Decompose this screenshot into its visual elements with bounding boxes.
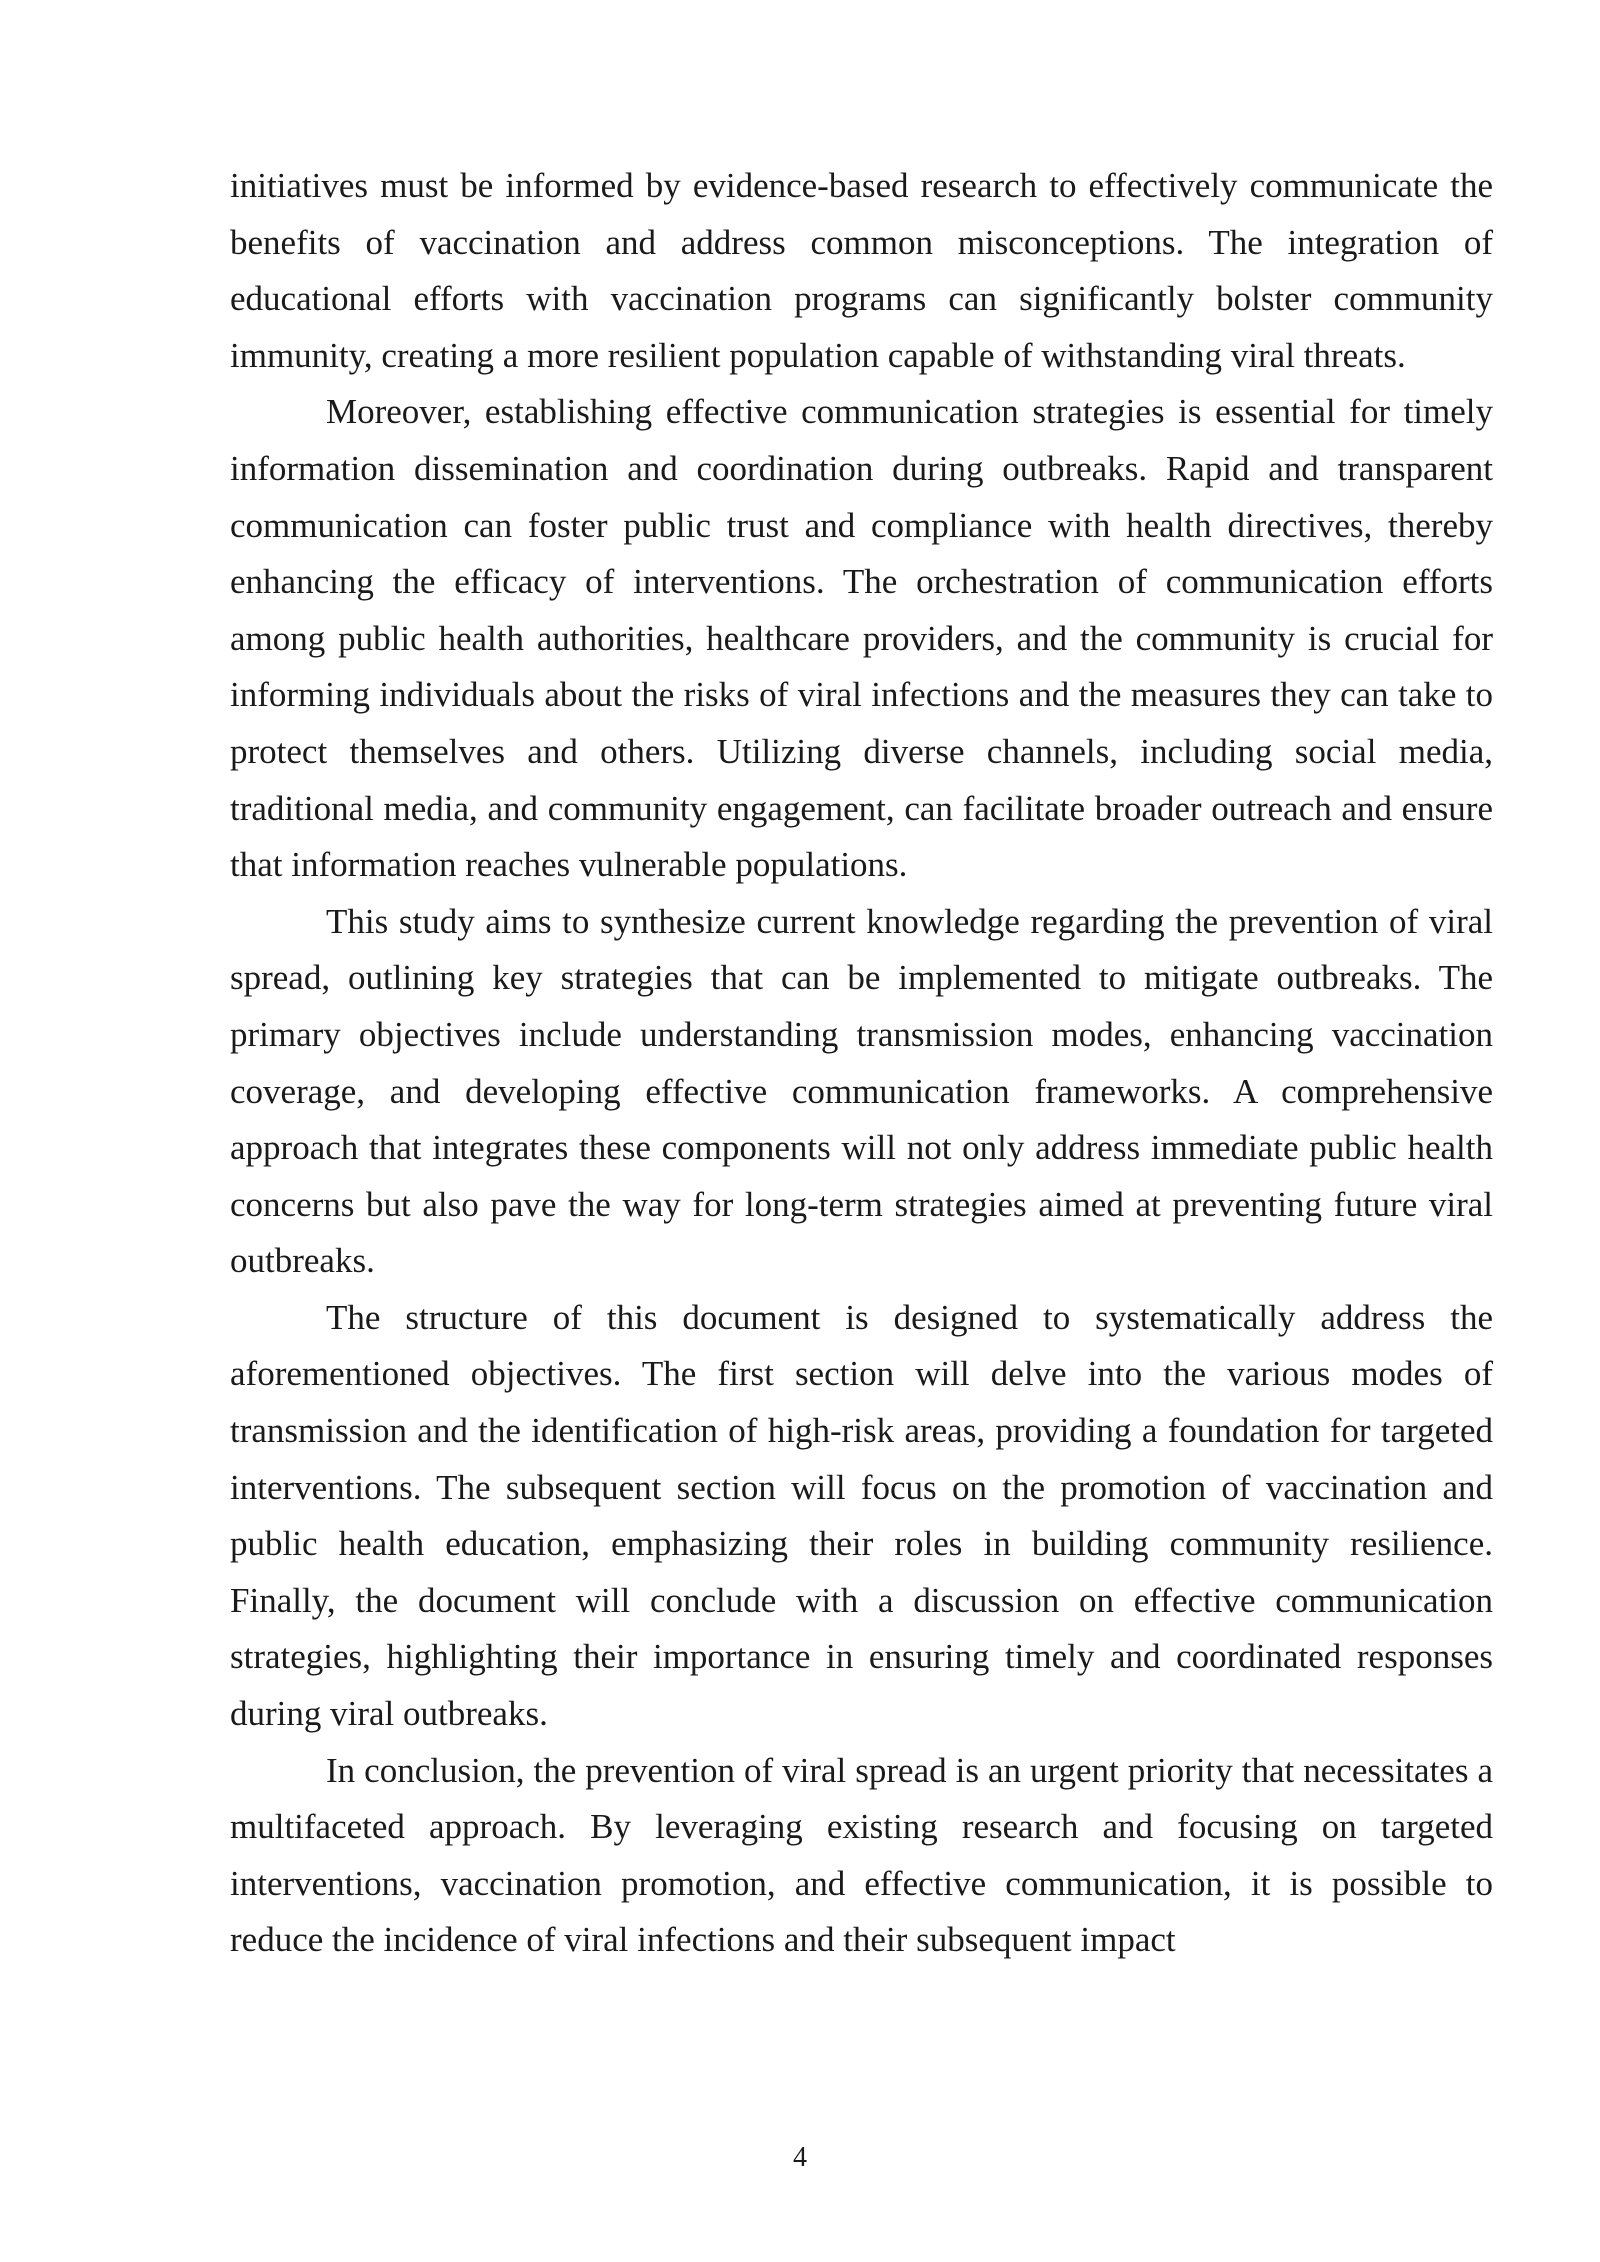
paragraph-4: The structure of this document is designed to systematically address the aforementioned objectives. The first section will delve into the various modes of transmission and the identification of high-risk areas, providing a foundation for targeted interventions. The subsequent section will focus on the promotion of vaccination and public health education, emphasizing their roles in building community resilience. Finally, the document will conclude with a discussion on effective communication strategies, highlighting their importance in ensuring timely and coordinated responses during viral outbreaks. bbox=[230, 1297, 1493, 1734]
paragraph-2: Moreover, establishing effective communication strategies is essential for timely information dissemination and coordination during outbreaks. Rapid and transparent communication can foster public trust and compliance with health directives, thereby enhancing the efficacy of interventions. The orchestration of communication efforts among public health authorities, healthcare providers, and the community is crucial for informing individuals about the risks of viral infections and the measures they can take to protect themselves and others. Utilizing diverse channels, including social media, traditional media, and community engagement, can facilitate broader outreach and ensure that information reaches vulnerable populations. bbox=[230, 392, 1493, 885]
paragraph-3: This study aims to synthesize current knowledge regarding the prevention of viral spread, outlining key strategies that can be implemented to mitigate outbreaks. The primary objectives include understanding transmission modes, enhancing vaccination coverage, and developing effective communication frameworks. A comprehensive approach that integrates these components will not only address immediate public health concerns but also pave the way for long-term strategies aimed at preventing future viral outbreaks. bbox=[230, 901, 1493, 1281]
page-body bbox=[230, 158, 1493, 1969]
paragraph-1: initiatives must be informed by evidence-based research to effectively communicate the benefits of vaccination and address common misconceptions. The integration of educational efforts with vaccination programs can significantly bolster community immunity, creating a more resilient population capable of withstanding viral threats. bbox=[230, 166, 1493, 375]
paragraph-5: In conclusion, the prevention of viral spread is an urgent priority that necessitates a multifaceted approach. By leveraging existing research and focusing on targeted interventions, vaccination promotion, and effective communication, it is possible to reduce the incidence of viral infections and their subsequent impact bbox=[230, 1750, 1493, 1960]
page-number: 4 bbox=[793, 2142, 807, 2173]
